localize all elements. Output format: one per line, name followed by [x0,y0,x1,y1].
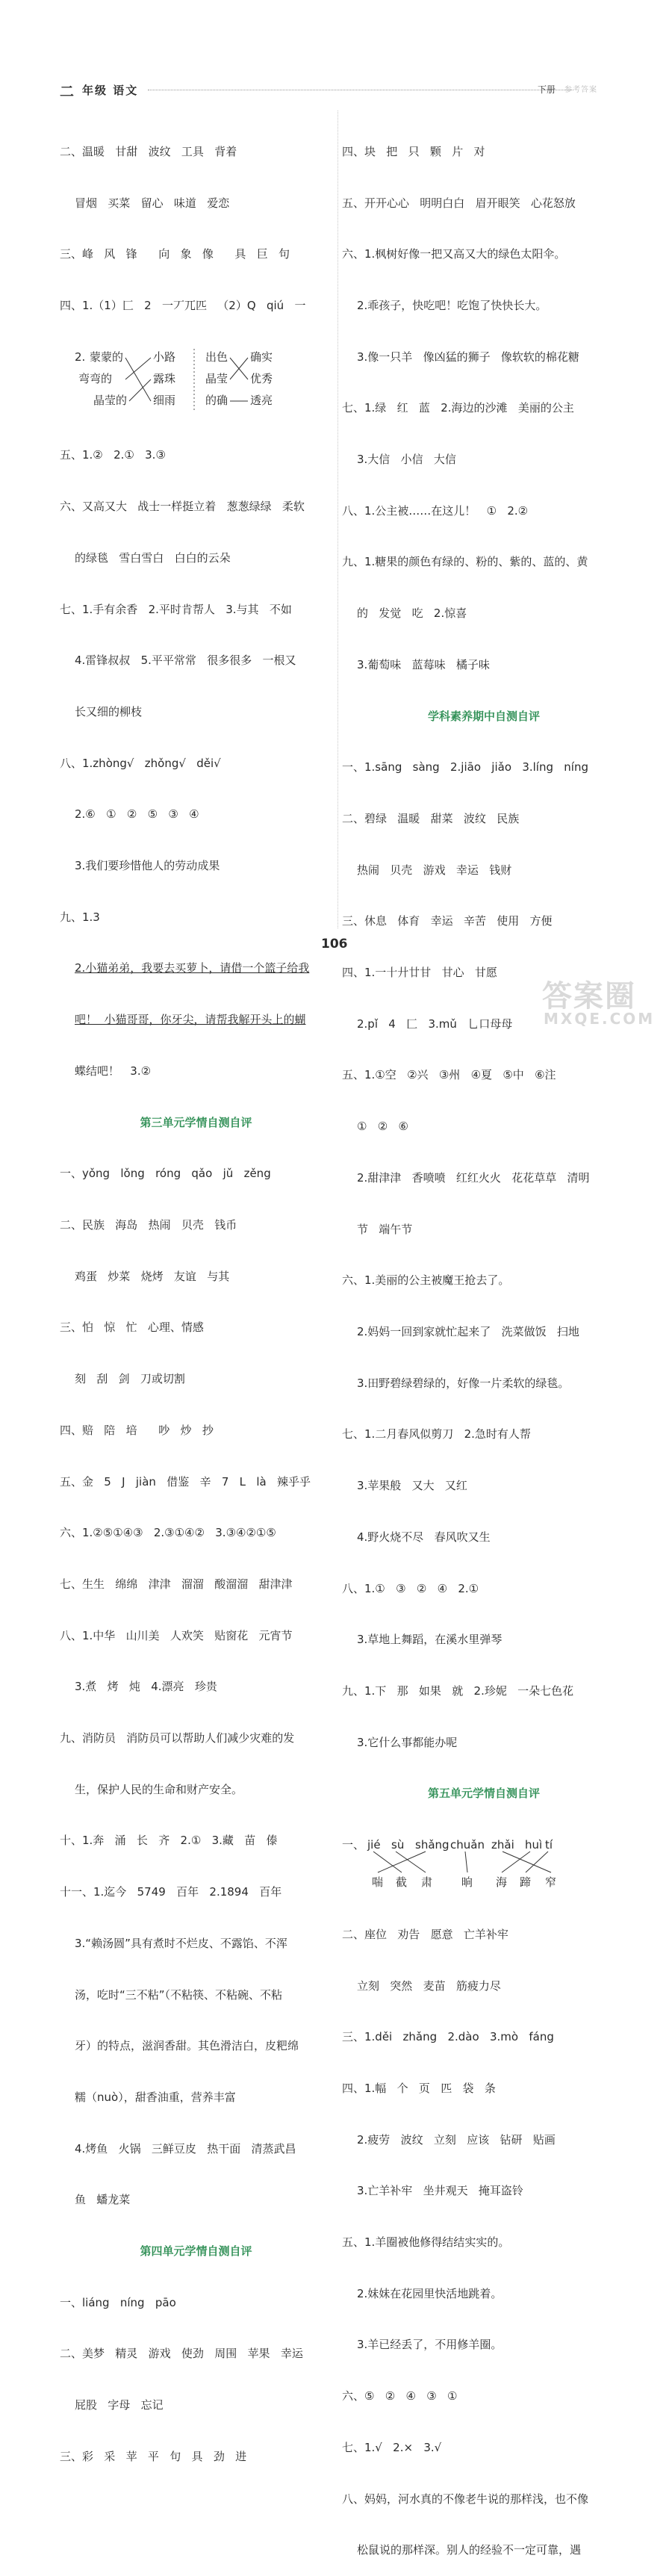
answer-line: 四、1.一十廾廿甘 甘心 甘愿 [342,966,497,980]
answer-line: 八、1.公主被……在这儿！ ① 2.② [342,503,529,518]
answer-line: 2.妹妹在花园里快活地跳着。 [357,2286,503,2300]
answer-line: 3.我们要珍惜他人的劳动成果 [75,859,220,873]
answer-line: 八、1.中华 山川美 人欢笑 贴窗花 元宵节 [60,1628,293,1642]
answer-line: 2.甜津津 香喷喷 红红火火 花花草草 清明 [357,1170,590,1185]
pinyin-item: jié [367,1838,381,1852]
answer-line: 吧！ 小猫哥哥，你牙尖，请帮我解开头上的蝴 [75,1013,306,1027]
match-word: 的确 [205,393,228,407]
answer-line: 3.像一只羊 像凶猛的狮子 像软软的棉花糖 [357,350,579,364]
answer-line: 2.小猫弟弟，我要去买萝卜，请借一个篮子给我 [75,961,310,975]
answer-line: 九、1.下 那 如果 就 2.珍妮 一朵七色花 [342,1683,574,1698]
answer-line: 3.田野碧绿碧绿的，好像一片柔软的绿毯。 [357,1376,570,1390]
match-word: 出色 [205,350,228,364]
item-number: 2. [75,350,86,364]
answer-line: 3.“赖汤圆”具有煮时不烂皮、不露馅、不浑 [75,1936,287,1950]
watermark-logo [527,972,662,1031]
answer-line: 六、1.美丽的公主被魔王抢去了。 [342,1273,510,1288]
answer-line: 立刻 突然 麦苗 筋疲力尽 [357,1978,501,1993]
hanzi-item: 窄 [545,1875,557,1890]
matching-lines [342,1837,626,1892]
page-header [60,81,616,100]
answer-line: 十、1.奔 涌 长 齐 2.① 3.藏 苗 傣 [60,1834,278,1848]
answer-line: 三、休息 体育 幸运 辛苦 使用 方便 [342,914,553,928]
answer-line: 3.大信 小信 大信 [357,453,456,467]
watermark-url: MXQE.COM [544,1010,656,1028]
answer-line: 3.草地上舞蹈，在溪水里弹琴 [357,1633,503,1647]
answer-line: 一、1.sāng sàng 2.jiāo jiǎo 3.líng níng [342,760,589,775]
watermark-text: 答案圈 [542,979,636,1014]
answer-line: 五、金 5 J jiàn 借鉴 辛 7 L là 辣乎乎 [60,1474,311,1489]
match-word: 晶莹的 [93,393,128,407]
answer-line: 牙）的特点，滋润香甜。其色滑洁白，皮粑绵 [75,2039,299,2053]
answer-line: 六、⑤ ② ④ ③ ① [342,2389,458,2403]
answer-line: 鸡蛋 炒菜 烧烤 友谊 与其 [75,1269,230,1283]
answer-line: 2.pǐ 4 匚 3.mǔ 乚口母母 [357,1017,513,1031]
answer-line: 3.羊已经丢了，不用修羊圈。 [357,2338,503,2352]
answer-line: 热闹 贝壳 游戏 幸运 钱财 [357,863,512,877]
match-word: 确实 [250,350,273,364]
answer-line: 九、消防员 消防员可以帮助人们减少灾难的发 [60,1731,295,1745]
grade-number: 二 [60,84,75,100]
answer-line: 刻 刮 剑 刀或切割 [75,1372,185,1386]
pinyin-item: tí [545,1838,553,1852]
answer-line: 松鼠说的那样深。别人的经验不一定可靠，遇 [357,2543,582,2557]
page-number: 106 [321,937,348,952]
answer-line: 2.疲劳 波纹 立刻 应该 钻研 贴画 [357,2132,556,2147]
answer-line: 一、yǒng lǒng róng qǎo jǔ zěng [60,1167,271,1181]
answer-line: 屁股 字母 忘记 [75,2398,164,2412]
match-word: 露珠 [153,371,176,385]
answer-line: 七、1.二月春风似剪刀 2.急时有人帮 [342,1427,531,1441]
word-matching-diagram [60,349,332,413]
hanzi-item: 喘 [372,1875,384,1890]
answer-line: 四、1.（1）匚 2 一丆兀匹 （2）Q qiú 一 [60,298,306,312]
answer-line: 九、1.糖果的颜色有绿的、粉的、紫的、蓝的、黄 [342,555,588,569]
answer-line: 四、块 把 只 颗 片 对 [342,144,485,158]
answer-line: 四、1.幅 个 页 匹 袋 条 [342,2081,496,2095]
answer-line: 五、开开心心 明明白白 眉开眼笑 心花怒放 [342,196,576,210]
answer-line: 长又细的柳枝 [75,704,143,719]
answer-line: 3.亡羊补牢 坐井观天 掩耳盗铃 [357,2184,523,2198]
answer-line: 七、1.√ 2.× 3.√ [342,2440,442,2454]
answer-line: 五、1.羊圈被他修得结结实实的。 [342,2235,510,2250]
match-word: 弯弯的 [78,371,113,385]
item-number: 一、 [342,1838,365,1852]
answer-line: 八、1.zhòng√ zhǒng√ děi√ [60,756,221,770]
section-title: 第五单元学情自测自评 [427,1787,540,1801]
matching-lines [60,349,332,413]
match-word: 晶莹 [205,371,228,385]
answer-line: 二、座位 劝告 愿意 亡羊补牢 [342,1927,508,1941]
answer-line: 六、1.②⑤①④③ 2.③①④② 3.③④②①⑤ [60,1526,276,1540]
answer-line: 的绿毯 雪白雪白 白白的云朵 [75,550,231,565]
right-column [342,109,626,2576]
answer-line: 六、1.枫树好像一把又高又大的绿色太阳伞。 [342,247,566,261]
answer-line: 的 发觉 吃 2.惊喜 [357,606,467,621]
answer-line: 鱼 蟠龙菜 [75,2193,131,2207]
answer-line: 二、碧绿 温暖 甜菜 波纹 民族 [342,811,520,825]
pinyin-item: chuǎn [450,1838,485,1852]
answer-line: 2.⑥ ① ② ⑤ ③ ④ [75,807,199,822]
match-word: 透亮 [250,393,273,407]
pinyin-item: huì [525,1838,543,1852]
match-word: 蒙蒙的 [90,350,124,364]
answer-line: 二、温暖 甘甜 波纹 工具 背着 [60,144,237,158]
section-title: 学科素养期中自测自评 [427,709,540,723]
pinyin-item: shǎng [415,1838,449,1852]
answer-line: 七、1.手有余香 2.平时肯帮人 3.与其 不如 [60,602,292,616]
answer-line: 2.妈妈一回到家就忙起来了 洗菜做饭 扫地 [357,1324,579,1338]
answer-line: 七、1.绿 红 蓝 2.海边的沙滩 美丽的公主 [342,401,574,415]
answer-line: 九、1.3 [60,910,100,924]
answer-line: 3.苹果般 又大 又红 [357,1479,467,1493]
pinyin-item: sù [391,1838,405,1852]
answer-line: 4.野火烧不尽 春风吹又生 [357,1530,491,1544]
pinyin-item: zhǎi [491,1838,514,1852]
answer-line: 六、又高又大 战士一样挺立着 葱葱绿绿 柔软 [60,500,305,514]
match-word: 优秀 [250,371,273,385]
volume-label: 下册 [538,84,556,95]
hanzi-item: 蹄 [520,1875,532,1890]
answer-line: 4.烤鱼 火锅 三鲜豆皮 热干面 清蒸武昌 [75,2141,296,2156]
answer-line: 3.它什么事都能办呢 [357,1735,458,1749]
match-word: 细雨 [153,393,176,407]
answer-line: 汤，吃时“三不粘”（不粘筷、不粘碗、不粘 [75,1987,283,2002]
answer-key-mark: 参考答案 [564,86,597,94]
answer-line: 五、1.② 2.① 3.③ [60,448,166,462]
hanzi-item: 截 [396,1875,408,1890]
section-title: 第三单元学情自测自评 [140,1115,252,1129]
hanzi-item: 肃 [421,1875,433,1890]
answer-line: 3.葡萄味 蓝莓味 橘子味 [357,657,490,671]
answer-line: 二、民族 海岛 热闹 贝壳 钱币 [60,1217,237,1232]
left-column [60,109,332,2483]
answer-line: 糯（nuò），甜香油重，营养丰富 [75,2090,236,2104]
answer-line: ① ② ⑥ [357,1120,408,1134]
answer-line: 五、1.①空 ②兴 ③州 ④夏 ⑤中 ⑥注 [342,1068,556,1082]
answer-line: 八、妈妈，河水真的不像老牛说的那样浅，也不像 [342,2492,589,2506]
answer-line: 三、峰 风 锋 向 象 像 具 巨 句 [60,247,290,261]
answer-line: 三、1.děi zhǎng 2.dào 3.mò fáng [342,2030,554,2044]
column-divider [337,111,338,928]
subject-label: 年级 语文 [82,84,139,97]
answer-line: 生，保护人民的生命和财产安全。 [75,1782,243,1796]
answer-line: 二、美梦 精灵 游戏 使劲 周围 苹果 幸运 [60,2347,303,2361]
hanzi-item: 海 [496,1875,508,1890]
answer-line: 八、1.① ③ ② ④ 2.① [342,1581,479,1595]
answer-line: 一、liáng níng pāo [60,2295,176,2309]
answer-line: 2.乖孩子，快吃吧！吃饱了快快长大。 [357,298,547,312]
answer-line: 三、怕 惊 忙 心理、情感 [60,1320,204,1335]
match-word: 小路 [153,350,176,364]
answer-line: 四、赔 陪 培 吵 炒 抄 [60,1423,214,1437]
answer-line: 3.煮 烤 炖 4.漂亮 珍贵 [75,1680,217,1694]
pinyin-matching-diagram [342,1837,626,1892]
hanzi-item: 晌 [461,1875,473,1890]
answer-line: 冒烟 买菜 留心 味道 爱恋 [75,196,230,210]
answer-line: 蝶结吧！ 3.② [75,1064,152,1078]
answer-line: 节 端午节 [357,1222,413,1236]
answer-line: 十一、1.迄今 5749 百年 2.1894 百年 [60,1885,282,1899]
section-title: 第四单元学情自测自评 [140,2244,252,2259]
answer-line: 三、彩 采 苹 平 句 具 劲 进 [60,2449,247,2463]
answer-line: 七、生生 绵绵 津津 溜溜 酸溜溜 甜津津 [60,1577,293,1591]
answer-line: 4.雷锋叔叔 5.平平常常 很多很多 一根又 [75,654,296,668]
